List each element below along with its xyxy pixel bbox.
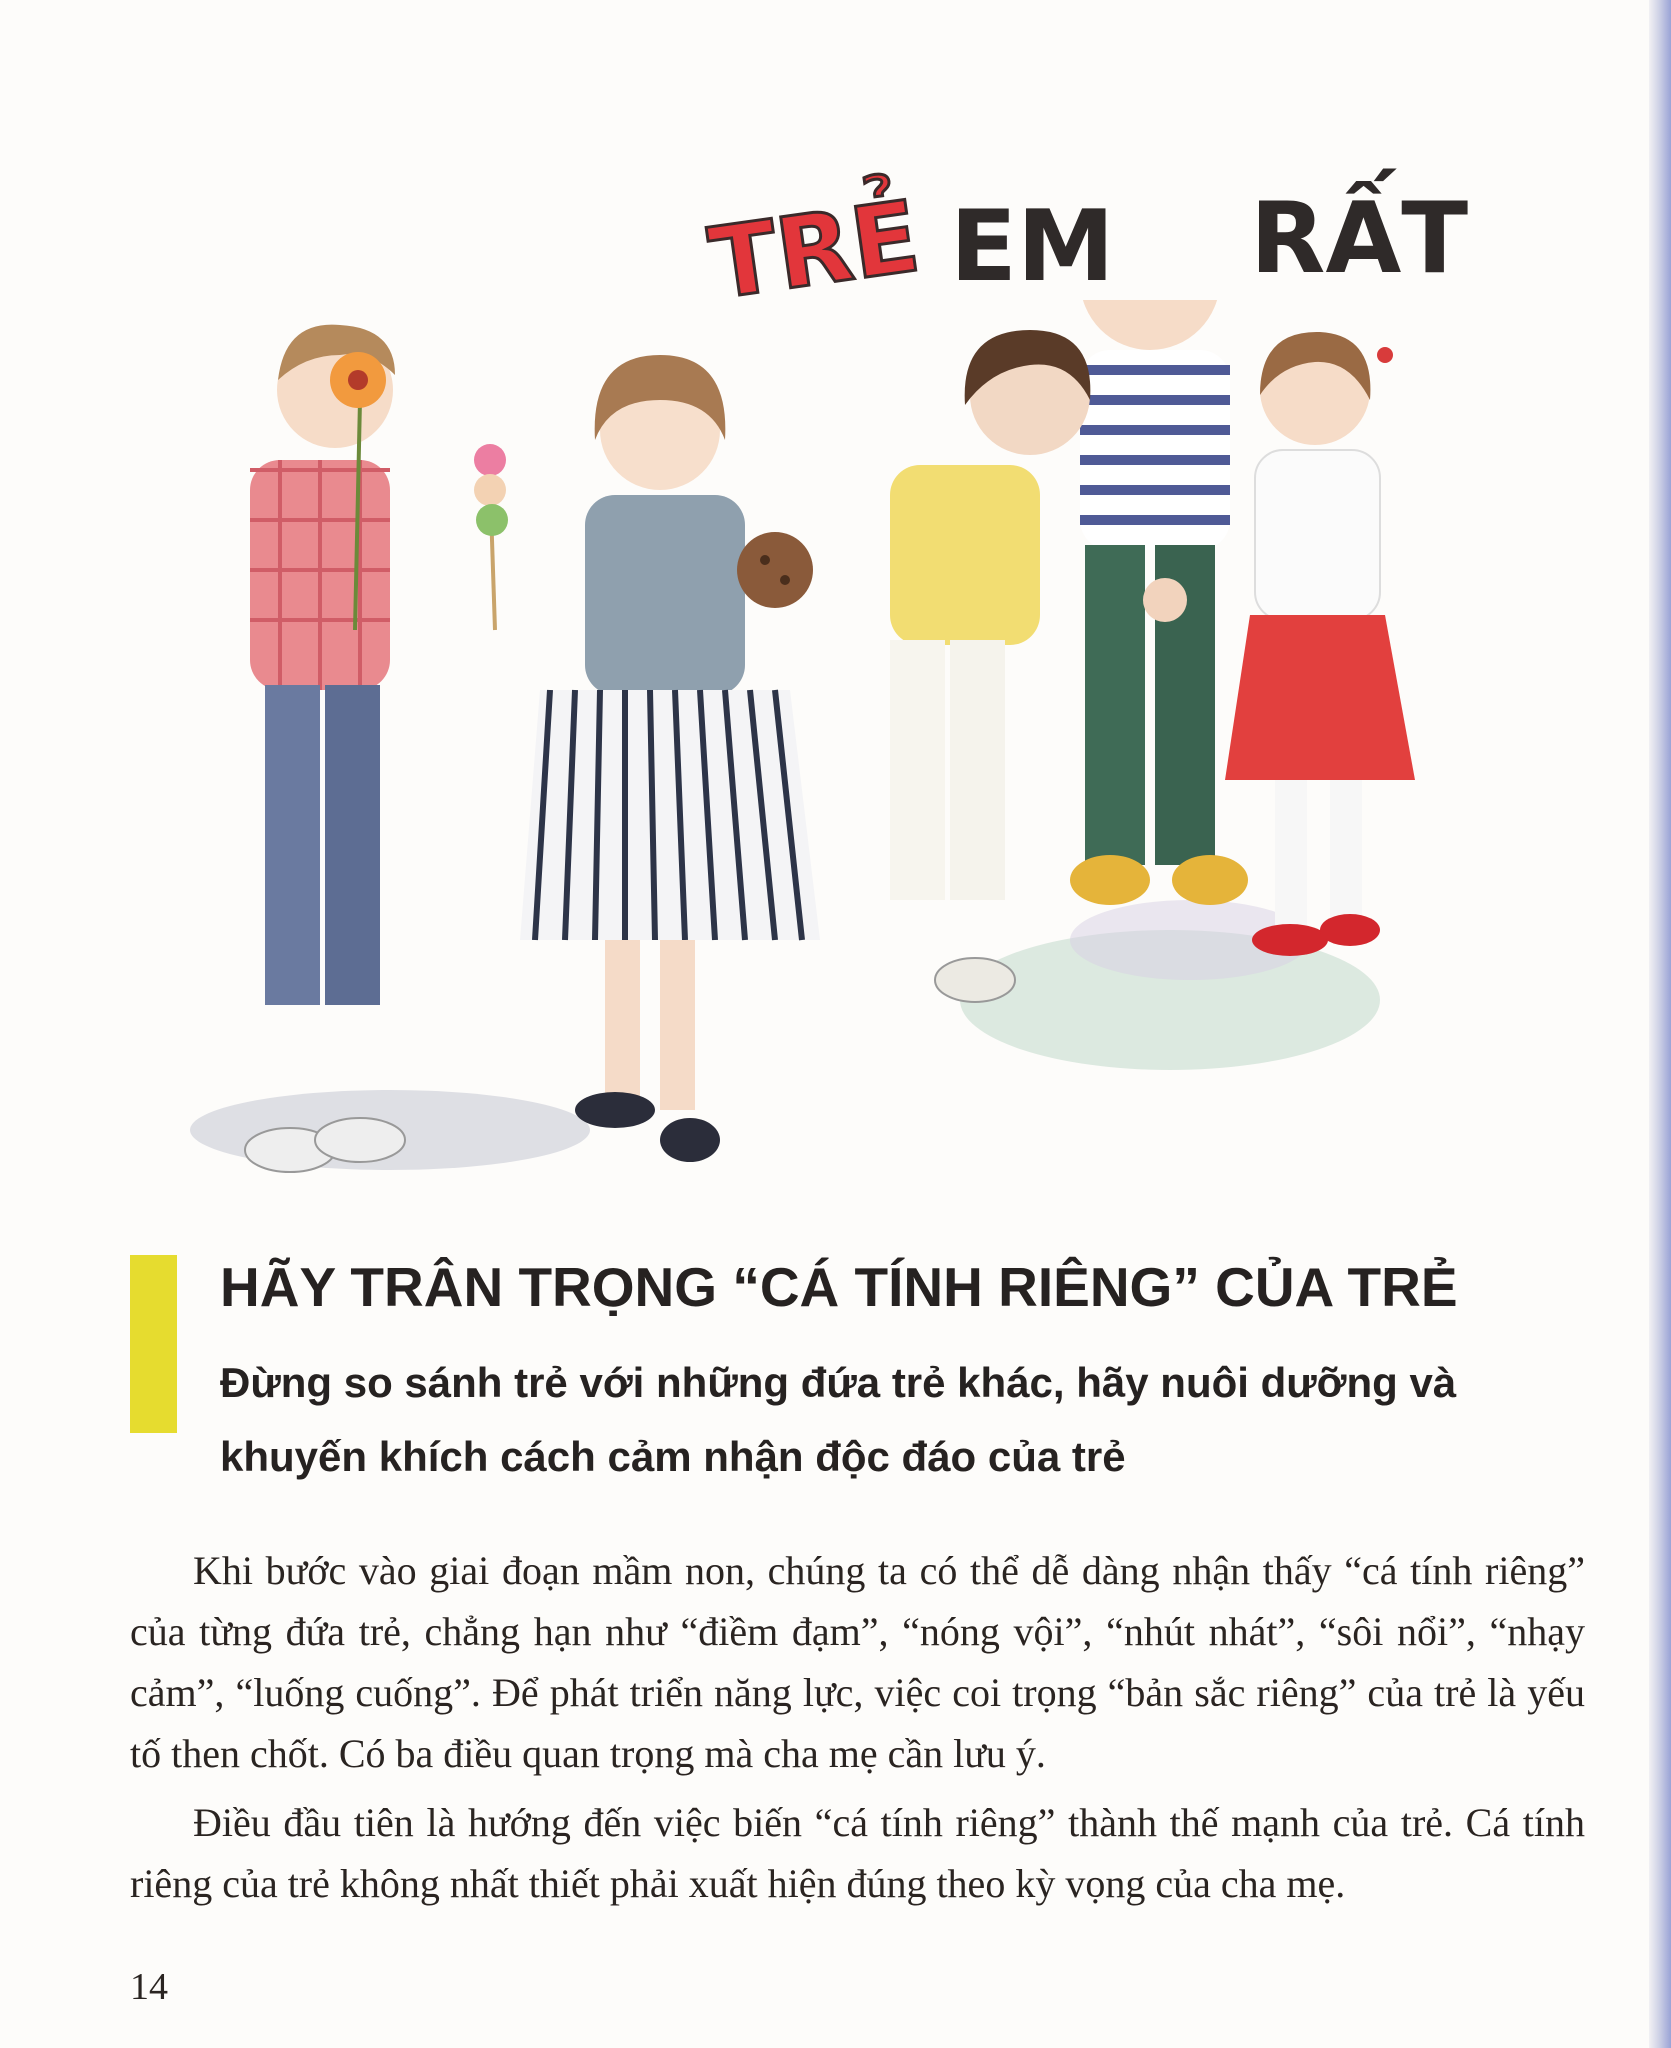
children-illustration (190, 300, 1480, 1180)
body-paragraph-2: Điều đầu tiên là hướng đến việc biến “cá tính riêng” thành thế mạnh của trẻ. Cá tính riêng của trẻ không nhất thiết phải xuất hiện đúng theo kỳ vọng của cha mẹ. (130, 1800, 1585, 1906)
section-subtitle (220, 1346, 1520, 1494)
joined-hands (1143, 578, 1187, 622)
headline-word-tre: TRẺ (703, 179, 927, 323)
girl-with-sweets (474, 355, 820, 1162)
headline-word-em: EM (950, 190, 1115, 304)
headline-word-rat: RẤT (1250, 182, 1469, 296)
page-edge (1649, 0, 1671, 2048)
page-number: 14 (130, 1966, 168, 2008)
subtitle-line-1: Đừng so sánh trẻ với những đứa trẻ khác, hãy nuôi dưỡng và (220, 1359, 1457, 1406)
section-title: HÃY TRÂN TRỌNG “CÁ TÍNH RIÊNG” CỦA TRẺ (220, 1256, 1458, 1318)
body-text (130, 1540, 1585, 1922)
girl-red-skirt (1225, 332, 1415, 956)
subtitle-line-2: khuyến khích cách cảm nhận độc đáo của trẻ (220, 1433, 1126, 1480)
section-accent-bar (130, 1255, 177, 1433)
child-yellow-shirt (890, 330, 1090, 1002)
body-paragraph-1: Khi bước vào giai đoạn mầm non, chúng ta có thể dễ dàng nhận thấy “cá tính riêng” của từng đứa trẻ, chẳng hạn như “điềm đạm”, “nóng vội”, “nhút nhát”, “sôi nổi”, “nhạy cảm”, “luống cuống”. Để phát triển năng lực, việc coi trọng “bản sắc riêng” của trẻ là yếu tố then chốt. Có ba điều quan trọng mà cha mẹ cần lưu ý. (130, 1548, 1585, 1776)
boy-with-flower (245, 325, 405, 1172)
